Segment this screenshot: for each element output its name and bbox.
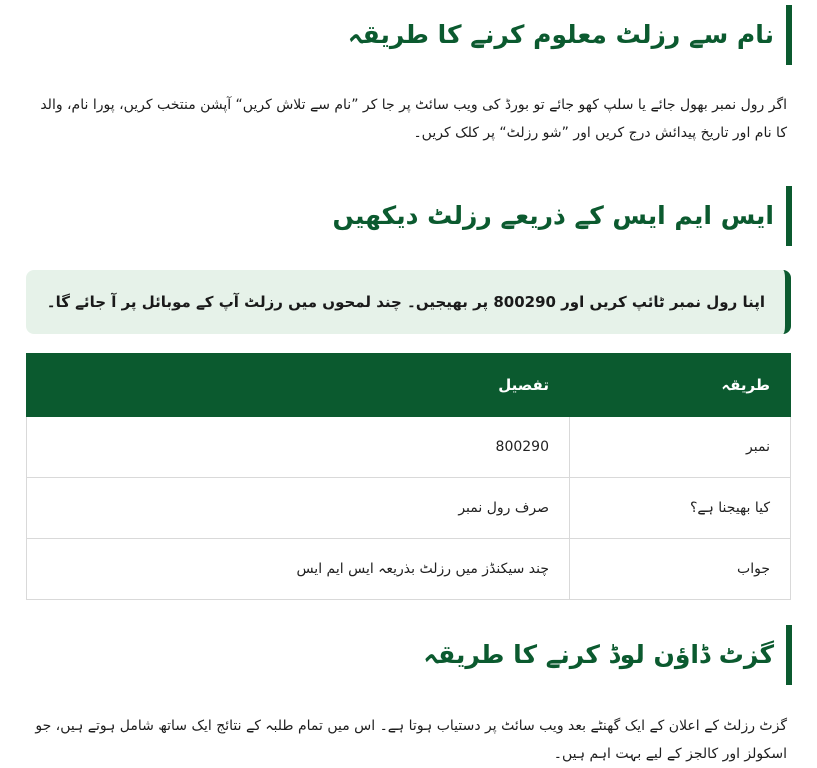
section-heading-gazette: گزٹ ڈاؤن لوڈ کرنے کا طریقہ — [27, 625, 792, 685]
table-cell-method: جواب — [570, 539, 791, 600]
table-cell-detail: چند سیکنڈز میں رزلٹ بذریعہ ایس ایم ایس — [27, 539, 570, 600]
section-heading-name-method: نام سے رزلٹ معلوم کرنے کا طریقہ — [27, 5, 792, 65]
table-header-row — [27, 354, 791, 417]
gazette-paragraph: گزٹ رزلٹ کے اعلان کے ایک گھنٹے بعد ویب سائٹ پر دستیاب ہوتا ہے۔ اس میں تمام طلبہ کے نتائج ایک ساتھ شامل ہوتے ہیں، جو اسکولز اور کالجز کے لیے بہت اہم ہیں۔ — [35, 718, 787, 762]
sms-instruction-note — [26, 270, 791, 334]
table-row — [27, 539, 791, 600]
name-method-paragraph: اگر رول نمبر بھول جائے یا سلپ کھو جائے تو بورڈ کی ویب سائٹ پر جا کر ”نام سے تلاش کریں“ آپشن منتخب کریں، پورا نام، والد کا نام اور تاریخ پیدائش درج کریں اور ”شو رزلٹ“ پر کلک کریں۔ — [40, 97, 787, 141]
table-cell-detail: 800290 — [27, 417, 570, 478]
table-cell-method: نمبر — [570, 417, 791, 478]
table-header-detail: تفصیل — [27, 354, 570, 417]
table-row — [27, 417, 791, 478]
table-header-method: طریقہ — [570, 354, 791, 417]
sms-instruction-text: اپنا رول نمبر ٹائپ کریں اور 800290 پر بھیجیں۔ چند لمحوں میں رزلٹ آپ کے موبائل پر آ جائے گا۔ — [46, 293, 765, 311]
table-cell-method: کیا بھیجنا ہے؟ — [570, 478, 791, 539]
table-row — [27, 478, 791, 539]
table-cell-detail: صرف رول نمبر — [27, 478, 570, 539]
sms-info-table — [26, 353, 791, 600]
section-heading-sms-method: ایس ایم ایس کے ذریعے رزلٹ دیکھیں — [27, 186, 792, 246]
